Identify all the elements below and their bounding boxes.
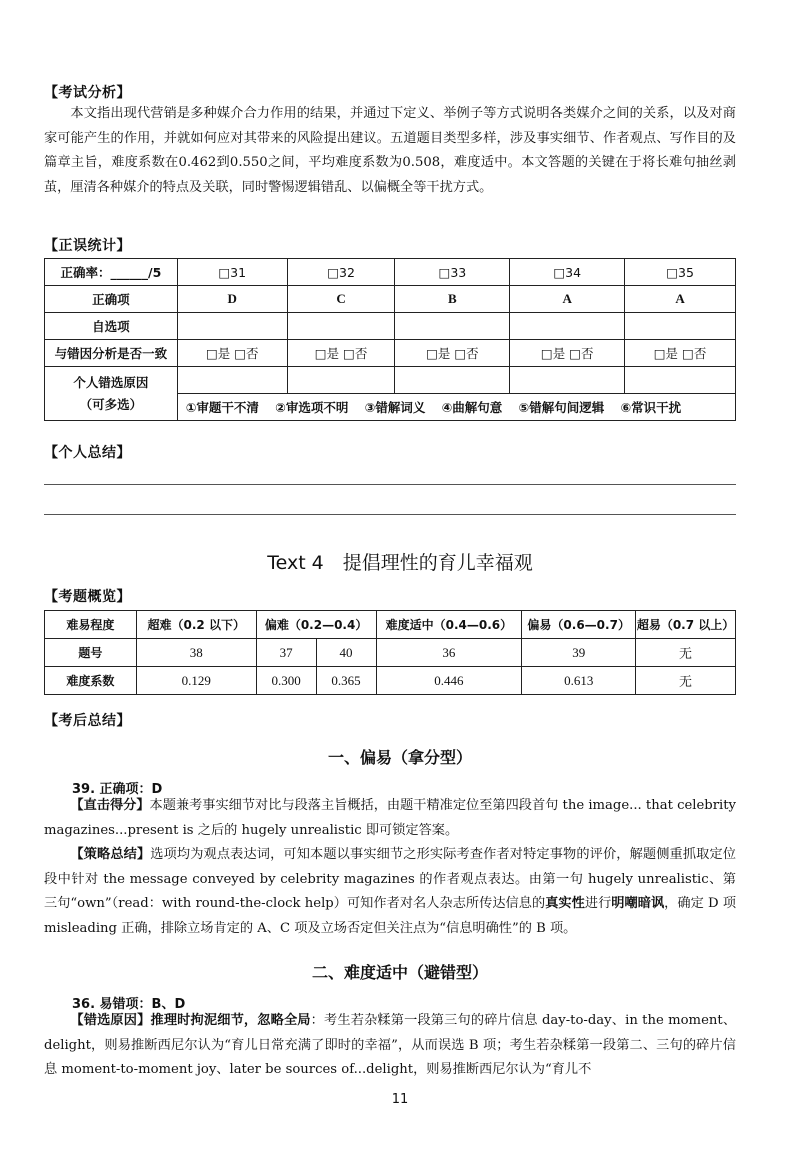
reason-label-line2: （可多选） bbox=[79, 396, 143, 412]
overview-table bbox=[44, 610, 736, 695]
q39-strategy-text-c: 进行 bbox=[584, 896, 612, 911]
exam-analysis-heading: 【考试分析】 bbox=[44, 85, 131, 101]
text4-title: Text 4 提倡理性的育儿幸福观 bbox=[267, 552, 533, 574]
correct-answer-35: A bbox=[625, 286, 736, 313]
question-number: 40 bbox=[316, 639, 376, 667]
reason-cell[interactable] bbox=[177, 367, 287, 394]
level-very-easy: 超易（0.7 以上） bbox=[636, 611, 736, 639]
q36-error-reason bbox=[44, 1009, 736, 1083]
overview-heading: 【考题概览】 bbox=[44, 589, 131, 605]
self-choice-cell[interactable] bbox=[395, 313, 510, 340]
self-choice-cell[interactable] bbox=[287, 313, 395, 340]
yes-no-checkbox[interactable]: □是 □否 bbox=[625, 340, 736, 367]
self-choice-cell[interactable] bbox=[510, 313, 625, 340]
q36-error-reason-label: 【错选原因】 bbox=[70, 1013, 151, 1028]
question-checkbox-33[interactable]: □33 bbox=[395, 259, 510, 286]
correct-answer-34: A bbox=[510, 286, 625, 313]
reason-option-5[interactable]: ⑤错解句间逻辑 bbox=[518, 400, 605, 415]
accuracy-label: 正确率：______/5 bbox=[45, 259, 178, 286]
difficulty-row-label: 难易程度 bbox=[45, 611, 137, 639]
yes-no-checkbox[interactable]: □是 □否 bbox=[395, 340, 510, 367]
difficulty-coefficient: 0.613 bbox=[522, 667, 636, 695]
q39-strategy-text-d: ，确定 D 项 misleading 正确，排除立场肯定的 A、C 项及立场否定但关注点为“信息明确性”的 B 项。 bbox=[44, 896, 737, 936]
section-easy-title: 一、偏易（拿分型） bbox=[327, 748, 472, 767]
q36-error-reason-text: ：考生若杂糅第一段第三句的碎片信息 day-to-day、in the moment、delight，则易推断西尼尔认为“育儿日常充满了即时的幸福”，从而误选 B 项；考生若杂糅第一段第二、三句的碎片信息 moment-to-moment joy、later be sources of...delight，则易推断西尼尔认为“育儿不 bbox=[44, 1013, 737, 1077]
correct-answer-33: B bbox=[395, 286, 510, 313]
yes-no-checkbox[interactable]: □是 □否 bbox=[177, 340, 287, 367]
summary-line-2[interactable] bbox=[44, 514, 736, 515]
table-row bbox=[45, 313, 736, 340]
difficulty-coefficient: 0.129 bbox=[136, 667, 256, 695]
question-checkbox-34[interactable]: □34 bbox=[510, 259, 625, 286]
correct-answer-31: D bbox=[177, 286, 287, 313]
self-choice-cell[interactable] bbox=[177, 313, 287, 340]
question-checkbox-35[interactable]: □35 bbox=[625, 259, 736, 286]
summary-line-1[interactable] bbox=[44, 484, 736, 485]
table-row bbox=[45, 286, 736, 313]
level-very-hard: 超难（0.2 以下） bbox=[136, 611, 256, 639]
table-row bbox=[45, 259, 736, 286]
stats-heading: 【正误统计】 bbox=[44, 238, 131, 254]
difficulty-coefficient: 无 bbox=[636, 667, 736, 695]
difficulty-coefficient: 0.446 bbox=[376, 667, 522, 695]
exam-analysis-paragraph: 本文指出现代营销是多种媒介合力作用的结果，并通过下定义、举例子等方式说明各类媒介之间的关系，以及对商家可能产生的作用，并就如何应对其带来的风险提出建议。五道题目类型多样，涉及事实细节、作者观点、写作目的及篇章主旨，难度系数在0.462到0.550之间，平均难度系数为0.508，难度适中。本文答题的关键在于将长难句抽丝剥茧，厘清各种媒介的特点及关联，同时警惕逻辑错乱、以偏概全等干扰方式。 bbox=[44, 106, 736, 195]
q39-title: 39. 正确项：D bbox=[72, 782, 163, 797]
question-number: 39 bbox=[522, 639, 636, 667]
reason-option-1[interactable]: ①审题干不清 bbox=[185, 400, 259, 415]
reason-cell[interactable] bbox=[510, 367, 625, 394]
reason-cell[interactable] bbox=[625, 367, 736, 394]
question-number: 37 bbox=[256, 639, 316, 667]
level-medium: 难度适中（0.4—0.6） bbox=[376, 611, 522, 639]
q39-strategy-bold-1: 真实性 bbox=[545, 896, 585, 911]
correct-label: 正确项 bbox=[45, 286, 178, 313]
difficulty-coefficient: 0.300 bbox=[256, 667, 316, 695]
q39-direct-score-text: 本题兼考事实细节对比与段落主旨概括，由题干精准定位至第四段首句 the image... that celebrity magazines...present is 之后的 hugely unrealistic 即可锁定答案。 bbox=[44, 798, 737, 838]
reason-label bbox=[45, 367, 178, 421]
table-row bbox=[45, 340, 736, 367]
reason-option-4[interactable]: ④曲解句意 bbox=[441, 400, 503, 415]
reason-options bbox=[177, 394, 735, 421]
section-medium-title: 二、难度适中（避错型） bbox=[311, 963, 488, 982]
reason-option-3[interactable]: ③错解词义 bbox=[364, 400, 426, 415]
coefficient-row-label: 难度系数 bbox=[45, 667, 137, 695]
reason-cell[interactable] bbox=[287, 367, 395, 394]
page-number: 11 bbox=[391, 1092, 409, 1107]
q39-strategy bbox=[44, 843, 736, 941]
q39-strategy-text-a: 选项均为观点表达词，可知本题以事实细节之形实际考查作者对特定事物的评价，解题侧重抓取定位段中针对 the message conveyed by celebrity magazines 的作者观点表达。由第一句 hugely unrealistic、第三句“own”（read：with round-the-clock help）可知作者对名人杂志所传达信息的 bbox=[44, 847, 736, 911]
correct-answer-32: C bbox=[287, 286, 395, 313]
q39-strategy-label: 【策略总结】 bbox=[70, 847, 151, 862]
consistency-label: 与错因分析是否一致 bbox=[45, 340, 178, 367]
table-row bbox=[45, 367, 736, 394]
q39-strategy-bold-2: 明嘲暗讽 bbox=[611, 896, 665, 911]
level-easy: 偏易（0.6—0.7） bbox=[522, 611, 636, 639]
personal-summary-heading: 【个人总结】 bbox=[44, 445, 131, 461]
question-number: 无 bbox=[636, 639, 736, 667]
self-choice-label: 自选项 bbox=[45, 313, 178, 340]
question-number-row-label: 题号 bbox=[45, 639, 137, 667]
table-row bbox=[45, 611, 736, 639]
question-checkbox-31[interactable]: □31 bbox=[177, 259, 287, 286]
reason-option-2[interactable]: ②审选项不明 bbox=[275, 400, 349, 415]
yes-no-checkbox[interactable]: □是 □否 bbox=[510, 340, 625, 367]
question-checkbox-32[interactable]: □32 bbox=[287, 259, 395, 286]
question-number: 36 bbox=[376, 639, 522, 667]
reason-label-line1: 个人错选原因 bbox=[73, 374, 149, 390]
post-exam-heading: 【考后总结】 bbox=[44, 713, 131, 729]
difficulty-coefficient: 0.365 bbox=[316, 667, 376, 695]
q39-direct-score bbox=[44, 794, 736, 843]
reason-option-6[interactable]: ⑥常识干扰 bbox=[620, 400, 682, 415]
reason-cell[interactable] bbox=[395, 367, 510, 394]
table-row bbox=[45, 639, 736, 667]
level-hard: 偏难（0.2—0.4） bbox=[256, 611, 376, 639]
q39-direct-score-label: 【直击得分】 bbox=[70, 798, 150, 813]
question-number: 38 bbox=[136, 639, 256, 667]
yes-no-checkbox[interactable]: □是 □否 bbox=[287, 340, 395, 367]
self-choice-cell[interactable] bbox=[625, 313, 736, 340]
stats-table bbox=[44, 258, 736, 421]
q36-title: 36. 易错项：B、D bbox=[72, 997, 186, 1012]
table-row bbox=[45, 667, 736, 695]
q36-error-reason-bold: 推理时拘泥细节，忽略全局 bbox=[150, 1013, 311, 1028]
